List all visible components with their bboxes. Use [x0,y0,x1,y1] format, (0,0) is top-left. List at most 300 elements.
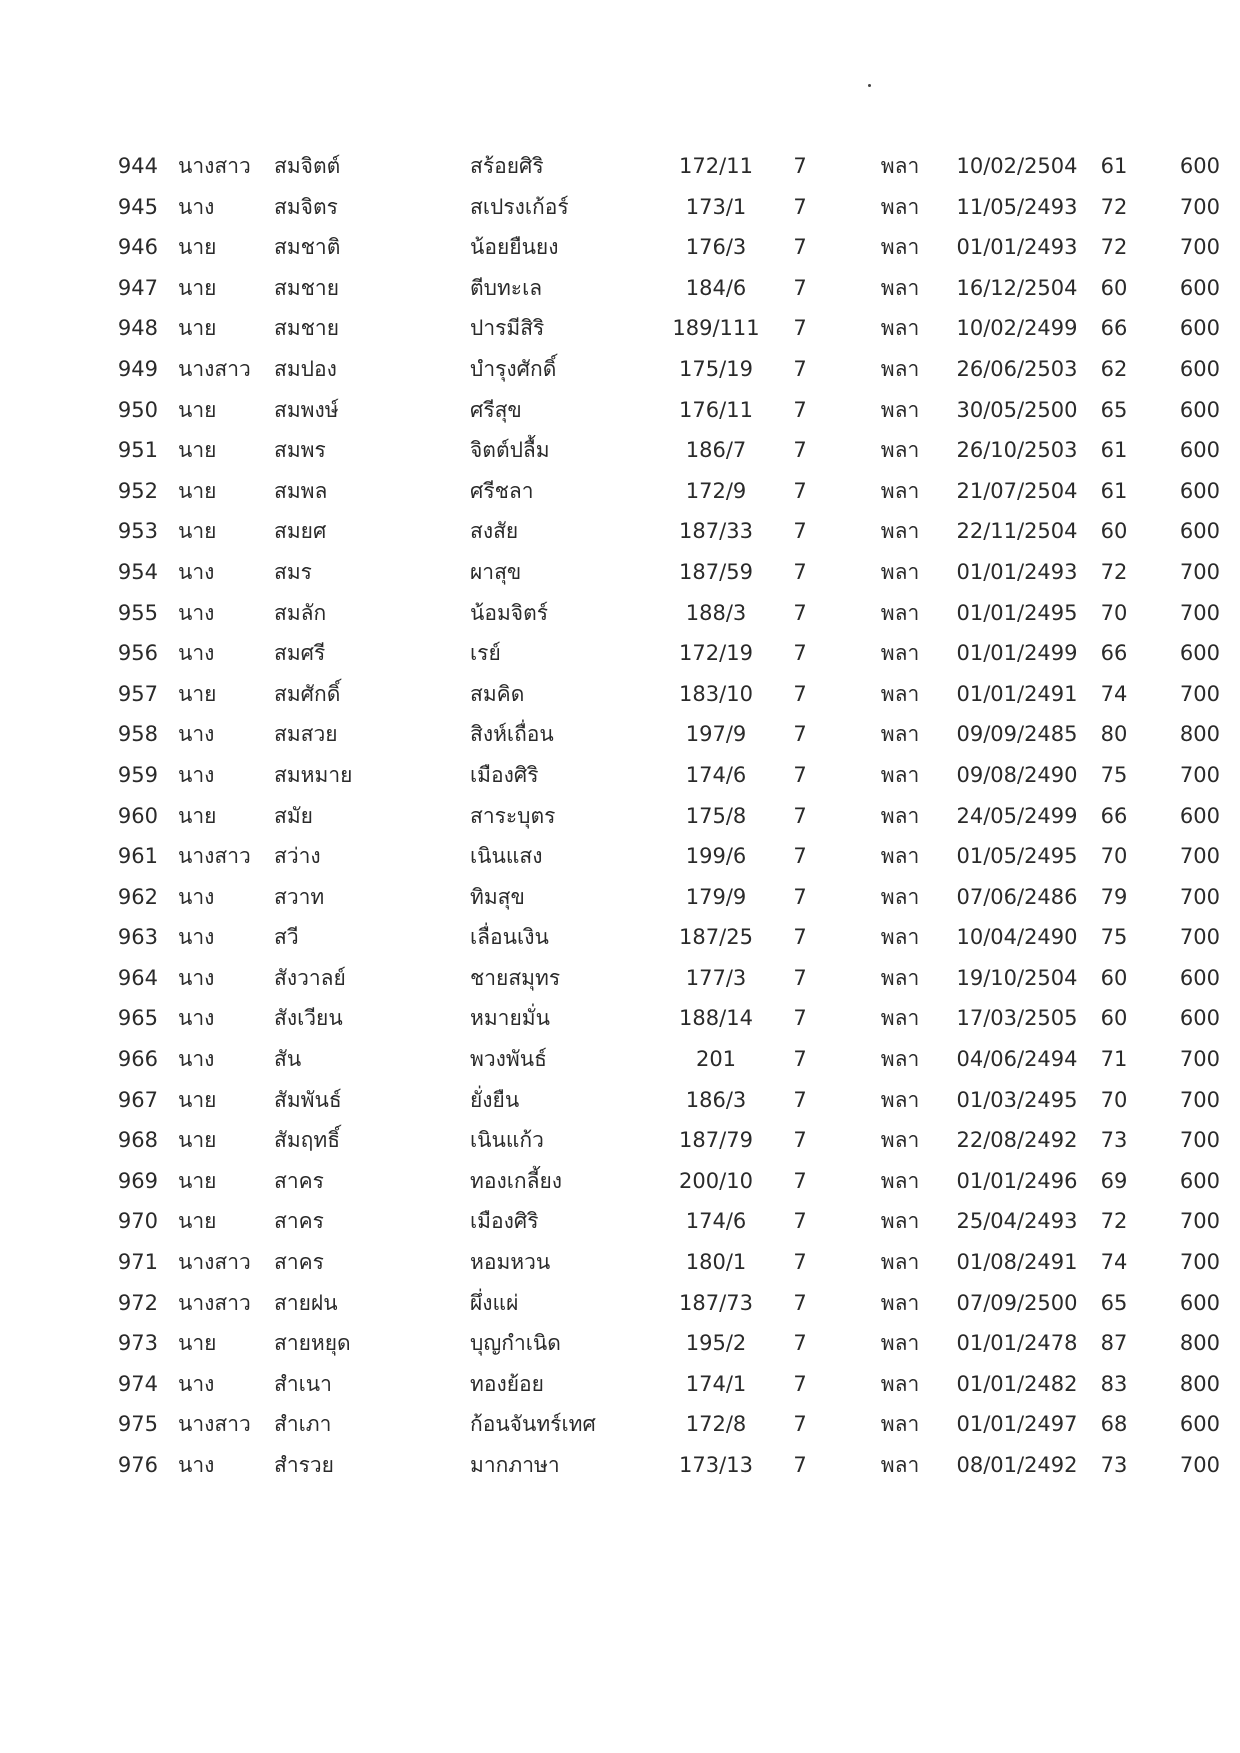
last-name: ศรีชลา [470,478,534,503]
first-name: สมร [274,559,312,584]
birth-date: 01/05/2495 [956,844,1078,869]
village-moo: 7 [793,438,807,463]
row-number: 947 [117,275,158,300]
village-name: พลา [880,1250,920,1275]
village-moo: 7 [793,478,807,503]
beneficiary-table [0,146,1240,1486]
house-number: 187/79 [679,1128,753,1153]
table-row [0,877,1240,918]
age: 74 [1100,681,1128,706]
village-moo: 7 [793,884,807,909]
birth-date: 01/01/2493 [956,235,1078,260]
age: 70 [1100,844,1128,869]
village-name: พลา [880,1371,920,1396]
table-row [0,917,1240,958]
first-name: สมศรี [274,641,326,666]
last-name: ทิมสุข [470,884,525,909]
house-number: 179/9 [685,884,747,909]
village-name: พลา [880,559,920,584]
allowance-amount: 800 [1179,1331,1220,1356]
house-number: 189/111 [672,316,760,341]
allowance-amount: 600 [1179,356,1220,381]
village-moo: 7 [793,641,807,666]
age: 62 [1100,356,1128,381]
first-name: สมลัก [274,600,327,625]
first-name: สมจิตต์ [274,154,341,178]
row-number: 962 [117,884,158,909]
age: 73 [1100,1453,1128,1477]
house-number: 174/6 [685,762,747,787]
age: 66 [1100,803,1128,828]
village-moo: 7 [793,762,807,787]
first-name: สมพงษ์ [274,397,339,422]
village-moo: 7 [793,722,807,747]
house-number: 186/7 [685,438,747,463]
village-name: พลา [880,316,920,341]
name-prefix: นาย [178,275,217,300]
allowance-amount: 600 [1179,275,1220,300]
birth-date: 26/10/2503 [956,438,1078,463]
village-name: พลา [880,438,920,463]
first-name: สำเนา [274,1371,332,1396]
name-prefix: นาง [178,1006,215,1031]
village-name: พลา [880,1168,920,1193]
village-moo: 7 [793,1168,807,1193]
age: 87 [1100,1331,1128,1356]
name-prefix: นาย [178,1331,217,1356]
village-name: พลา [880,925,920,950]
first-name: สมยศ [274,519,327,544]
house-number: 173/13 [679,1453,753,1477]
first-name: สมศักดิ์ [274,681,341,706]
village-moo: 7 [793,194,807,219]
last-name: สร้อยศิริ [470,154,544,178]
table-row [0,1323,1240,1364]
age: 71 [1100,1047,1128,1072]
last-name: ตีบทะเล [470,275,543,300]
birth-date: 22/08/2492 [956,1128,1078,1153]
age: 60 [1100,1006,1128,1031]
village-name: พลา [880,235,920,260]
last-name: เมืองศิริ [470,762,539,787]
name-prefix: นาย [178,1168,217,1193]
house-number: 201 [695,1047,737,1072]
table-row [0,958,1240,999]
age: 60 [1100,965,1128,990]
last-name: ศรีสุข [470,397,522,422]
house-number: 172/11 [679,154,753,178]
last-name: ผึ่งแผ่ [470,1290,519,1315]
house-number: 187/25 [679,925,753,950]
row-number: 954 [117,559,158,584]
allowance-amount: 700 [1179,762,1220,787]
name-prefix: นาย [178,397,217,422]
first-name: สวาท [274,884,325,909]
first-name: สาคร [274,1209,324,1234]
name-prefix: นางสาว [178,1250,251,1275]
village-name: พลา [880,1128,920,1153]
allowance-amount: 700 [1179,925,1220,950]
birth-date: 30/05/2500 [956,397,1078,422]
first-name: สัมฤทธิ์ [274,1128,341,1153]
row-number: 955 [117,600,158,625]
village-moo: 7 [793,803,807,828]
table-row [0,430,1240,471]
birth-date: 24/05/2499 [956,803,1078,828]
name-prefix: นางสาว [178,1412,251,1437]
table-row [0,227,1240,268]
row-number: 948 [117,316,158,341]
house-number: 187/33 [679,519,753,544]
name-prefix: นาย [178,1128,217,1153]
allowance-amount: 700 [1179,681,1220,706]
name-prefix: นาง [178,884,215,909]
village-name: พลา [880,762,920,787]
first-name: สมชาย [274,316,340,341]
row-number: 960 [117,803,158,828]
village-moo: 7 [793,844,807,869]
age: 60 [1100,519,1128,544]
allowance-amount: 700 [1179,559,1220,584]
village-name: พลา [880,1412,920,1437]
name-prefix: นาย [178,235,217,260]
first-name: สัน [274,1047,302,1072]
birth-date: 01/01/2499 [956,641,1078,666]
age: 69 [1100,1168,1128,1193]
house-number: 173/1 [685,194,747,219]
birth-date: 01/01/2495 [956,600,1078,625]
village-name: พลา [880,1087,920,1112]
name-prefix: นาย [178,681,217,706]
village-name: พลา [880,154,920,178]
row-number: 966 [117,1047,158,1072]
allowance-amount: 700 [1179,1047,1220,1072]
allowance-amount: 700 [1179,235,1220,260]
name-prefix: นางสาว [178,844,251,869]
row-number: 946 [117,235,158,260]
age: 66 [1100,316,1128,341]
village-moo: 7 [793,154,807,178]
first-name: สัมพันธ์ [274,1087,342,1112]
name-prefix: นาง [178,1047,215,1072]
village-name: พลา [880,1047,920,1072]
allowance-amount: 600 [1179,1412,1220,1437]
village-moo: 7 [793,1047,807,1072]
age: 61 [1100,438,1128,463]
table-row [0,1201,1240,1242]
first-name: สมชาย [274,275,340,300]
age: 72 [1100,194,1128,219]
table-row [0,714,1240,755]
last-name: ทองเกลี้ยง [470,1168,563,1193]
birth-date: 16/12/2504 [956,275,1078,300]
name-prefix: นาง [178,762,215,787]
village-name: พลา [880,722,920,747]
village-moo: 7 [793,681,807,706]
village-name: พลา [880,275,920,300]
last-name: ก้อนจันทร์เทศ [470,1412,596,1437]
name-prefix: นาง [178,1453,215,1477]
first-name: สมพล [274,478,328,503]
allowance-amount: 600 [1179,641,1220,666]
first-name: สมสวย [274,722,338,747]
last-name: ยั่งยืน [470,1087,520,1112]
birth-date: 10/02/2504 [956,154,1078,178]
age: 60 [1100,275,1128,300]
last-name: หอมหวน [470,1250,551,1275]
age: 79 [1100,884,1128,909]
village-name: พลา [880,478,920,503]
last-name: น้อมจิตร์ [470,600,549,625]
house-number: 188/14 [679,1006,753,1031]
name-prefix: นาย [178,438,217,463]
age: 75 [1100,925,1128,950]
row-number: 968 [117,1128,158,1153]
table-row [0,796,1240,837]
house-number: 175/19 [679,356,753,381]
age: 65 [1100,1290,1128,1315]
row-number: 963 [117,925,158,950]
row-number: 972 [117,1290,158,1315]
village-moo: 7 [793,356,807,381]
village-moo: 7 [793,1087,807,1112]
age: 75 [1100,762,1128,787]
first-name: สมพร [274,438,326,463]
last-name: ผาสุข [470,559,522,584]
allowance-amount: 700 [1179,1209,1220,1234]
row-number: 969 [117,1168,158,1193]
birth-date: 01/01/2497 [956,1412,1078,1437]
last-name: บำรุงศักดิ์ [470,356,557,381]
name-prefix: นาง [178,559,215,584]
birth-date: 19/10/2504 [956,965,1078,990]
age: 80 [1100,722,1128,747]
village-moo: 7 [793,600,807,625]
village-name: พลา [880,1453,920,1477]
allowance-amount: 600 [1179,803,1220,828]
allowance-amount: 800 [1179,1371,1220,1396]
name-prefix: นาย [178,316,217,341]
last-name: ปารมีสิริ [470,316,545,341]
village-moo: 7 [793,965,807,990]
row-number: 973 [117,1331,158,1356]
name-prefix: นาง [178,1371,215,1396]
name-prefix: นาย [178,519,217,544]
allowance-amount: 600 [1179,1168,1220,1193]
row-number: 956 [117,641,158,666]
row-number: 975 [117,1412,158,1437]
age: 61 [1100,154,1128,178]
house-number: 187/59 [679,559,753,584]
table-row [0,1364,1240,1405]
house-number: 174/1 [685,1371,747,1396]
village-moo: 7 [793,519,807,544]
village-moo: 7 [793,1209,807,1234]
age: 72 [1100,559,1128,584]
first-name: สมัย [274,803,313,828]
allowance-amount: 600 [1179,1290,1220,1315]
row-number: 964 [117,965,158,990]
table-row [0,146,1240,187]
row-number: 965 [117,1006,158,1031]
village-name: พลา [880,600,920,625]
first-name: สำรวย [274,1453,334,1477]
table-row [0,1080,1240,1121]
table-row [0,552,1240,593]
name-prefix: นางสาว [178,154,251,178]
name-prefix: นางสาว [178,356,251,381]
village-moo: 7 [793,316,807,341]
birth-date: 10/02/2499 [956,316,1078,341]
allowance-amount: 600 [1179,397,1220,422]
last-name: เนินแก้ว [470,1128,544,1153]
house-number: 184/6 [685,275,747,300]
allowance-amount: 700 [1179,1453,1220,1477]
name-prefix: นาย [178,478,217,503]
table-row [0,1404,1240,1445]
birth-date: 01/01/2493 [956,559,1078,584]
name-prefix: นาง [178,600,215,625]
village-name: พลา [880,1290,920,1315]
village-name: พลา [880,1209,920,1234]
stray-dot-mark [868,84,871,87]
first-name: สาคร [274,1250,324,1275]
last-name: สงสัย [470,519,519,544]
age: 61 [1100,478,1128,503]
age: 65 [1100,397,1128,422]
name-prefix: นาง [178,641,215,666]
village-moo: 7 [793,235,807,260]
last-name: จิตต์ปลื้ม [470,438,550,463]
first-name: สายฝน [274,1290,338,1315]
birth-date: 01/03/2495 [956,1087,1078,1112]
birth-date: 01/01/2478 [956,1331,1078,1356]
village-moo: 7 [793,1412,807,1437]
age: 70 [1100,1087,1128,1112]
first-name: สมหมาย [274,762,353,787]
village-name: พลา [880,1006,920,1031]
table-row [0,390,1240,431]
age: 83 [1100,1371,1128,1396]
allowance-amount: 700 [1179,1128,1220,1153]
village-moo: 7 [793,1290,807,1315]
row-number: 944 [117,154,158,178]
name-prefix: นาย [178,1209,217,1234]
allowance-amount: 800 [1179,722,1220,747]
allowance-amount: 700 [1179,1087,1220,1112]
last-name: บุญกำเนิด [470,1331,561,1356]
house-number: 172/19 [679,641,753,666]
village-name: พลา [880,356,920,381]
birth-date: 26/06/2503 [956,356,1078,381]
row-number: 957 [117,681,158,706]
village-name: พลา [880,681,920,706]
table-row [0,471,1240,512]
name-prefix: นาง [178,722,215,747]
last-name: สเปรงเก้อร์ [470,194,569,219]
village-name: พลา [880,884,920,909]
birth-date: 08/01/2492 [956,1453,1078,1477]
house-number: 195/2 [685,1331,747,1356]
first-name: สำเภา [274,1412,332,1437]
row-number: 953 [117,519,158,544]
allowance-amount: 700 [1179,884,1220,909]
birth-date: 09/08/2490 [956,762,1078,787]
birth-date: 04/06/2494 [956,1047,1078,1072]
table-row [0,836,1240,877]
village-name: พลา [880,641,920,666]
last-name: พวงพันธ์ [470,1047,547,1072]
last-name: เมืองศิริ [470,1209,539,1234]
allowance-amount: 600 [1179,965,1220,990]
table-row [0,755,1240,796]
allowance-amount: 600 [1179,519,1220,544]
table-row [0,268,1240,309]
age: 66 [1100,641,1128,666]
name-prefix: นาง [178,194,215,219]
birth-date: 07/06/2486 [956,884,1078,909]
row-number: 967 [117,1087,158,1112]
row-number: 949 [117,356,158,381]
allowance-amount: 700 [1179,600,1220,625]
first-name: สวี [274,925,299,950]
row-number: 951 [117,438,158,463]
allowance-amount: 700 [1179,1250,1220,1275]
row-number: 976 [117,1453,158,1477]
birth-date: 09/09/2485 [956,722,1078,747]
village-name: พลา [880,965,920,990]
house-number: 183/10 [679,681,753,706]
village-moo: 7 [793,275,807,300]
allowance-amount: 600 [1179,478,1220,503]
table-row [0,593,1240,634]
house-number: 186/3 [685,1087,747,1112]
row-number: 971 [117,1250,158,1275]
house-number: 176/11 [679,397,753,422]
last-name: สมคิด [470,681,525,706]
last-name: ชายสมุทร [470,965,561,990]
allowance-amount: 600 [1179,1006,1220,1031]
table-row [0,308,1240,349]
village-moo: 7 [793,1331,807,1356]
first-name: สมจิตร [274,194,338,219]
row-number: 958 [117,722,158,747]
birth-date: 22/11/2504 [956,519,1078,544]
last-name: เนินแสง [470,844,543,869]
village-moo: 7 [793,397,807,422]
table-row [0,998,1240,1039]
row-number: 974 [117,1371,158,1396]
house-number: 172/8 [685,1412,747,1437]
village-moo: 7 [793,1006,807,1031]
name-prefix: นาง [178,965,215,990]
last-name: น้อยยืนยง [470,235,559,260]
age: 74 [1100,1250,1128,1275]
birth-date: 07/09/2500 [956,1290,1078,1315]
table-row [0,1120,1240,1161]
name-prefix: นาย [178,1087,217,1112]
last-name: สาระบุตร [470,803,556,828]
first-name: สาคร [274,1168,324,1193]
last-name: มากภาษา [470,1453,560,1477]
birth-date: 25/04/2493 [956,1209,1078,1234]
first-name: สมปอง [274,356,337,381]
birth-date: 01/08/2491 [956,1250,1078,1275]
village-name: พลา [880,844,920,869]
allowance-amount: 600 [1179,438,1220,463]
last-name: เรย์ [470,641,501,666]
birth-date: 21/07/2504 [956,478,1078,503]
